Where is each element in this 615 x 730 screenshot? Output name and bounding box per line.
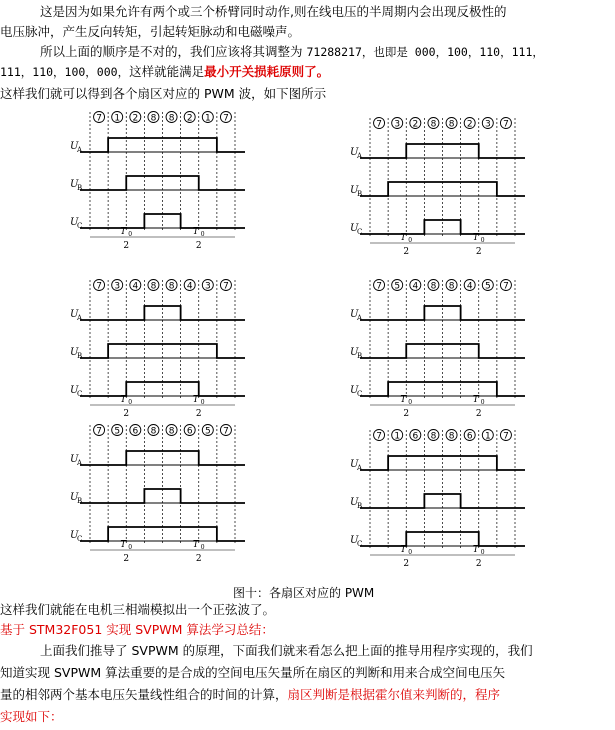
phase-label: U [70, 385, 79, 396]
phase-label-sub: A [77, 314, 83, 322]
t0-label: T [120, 227, 127, 237]
para5-line2: 知道实现 SVPWM 算法重要的是合成的空间电压矢量所在扇区的判断和用来合成空间电压矢 [0, 665, 506, 680]
t0-label: T [472, 233, 479, 243]
t0-sub: 0 [408, 549, 413, 556]
para1-line1: 这是因为如果允许有两个或三个桥臂同时动作,则在线电压的半周期内会出现反极性的 [40, 4, 507, 19]
phase-label-sub: C [77, 222, 83, 230]
pwm-panel-5 [70, 425, 245, 565]
sequence-number: 8 [168, 113, 175, 124]
t0-label: T [192, 227, 199, 237]
t0-half: 2 [403, 409, 410, 419]
t0-label: T [472, 545, 479, 555]
sequence-number: 1 [484, 431, 491, 442]
t0-sub: 0 [408, 237, 413, 244]
sequence-number: 3 [394, 119, 401, 130]
phase-label-sub: B [77, 352, 83, 360]
t0-sub: 0 [408, 399, 413, 406]
sequence-number: 4 [186, 281, 193, 292]
phase-label: U [70, 492, 79, 503]
sequence-number: 8 [150, 113, 157, 124]
sequence-number: 7 [96, 281, 102, 292]
phase-pulse [360, 494, 525, 508]
t0-sub: 0 [128, 544, 133, 551]
sequence-number: 8 [430, 119, 437, 130]
t0-half: 2 [123, 241, 130, 251]
para2-line2-text: 这样就能满足 [129, 64, 205, 79]
para5-line3 [0, 685, 500, 705]
para2-line1-text: 所以上面的顺序是不对的，我们应该将其调整为 [40, 44, 307, 59]
t0-half: 2 [475, 247, 482, 257]
t0-label: T [400, 395, 407, 405]
sequence-number: 2 [186, 113, 193, 124]
sequence-number: 5 [484, 281, 491, 292]
t0-half: 2 [475, 559, 482, 569]
para5-line4: 实现如下： [0, 709, 63, 724]
phase-label: U [70, 309, 79, 320]
sequence-number: 5 [204, 426, 211, 437]
phase-label-sub: A [77, 146, 83, 154]
sequence-number: 7 [223, 281, 229, 292]
t0-label: T [472, 395, 479, 405]
phase-pulse [360, 344, 525, 358]
phase-label: U [70, 530, 79, 541]
phase-label-sub: B [77, 497, 83, 505]
t0-label: T [400, 545, 407, 555]
phase-label: U [350, 535, 359, 546]
phase-label-sub: B [357, 190, 363, 198]
phase-label-sub: B [357, 352, 363, 360]
para3: 这样我们就可以得到各个扇区对应的 PWM 波，如下图所示 [0, 86, 327, 101]
phase-pulse [360, 182, 525, 196]
sequence-number: 7 [223, 426, 229, 437]
phase-label: U [70, 217, 79, 228]
pwm-panel-4 [350, 280, 525, 420]
sequence-number: 8 [448, 119, 455, 130]
sequence-number: 6 [186, 426, 193, 437]
sequence-number: 3 [114, 281, 121, 292]
phase-label: U [70, 347, 79, 358]
phase-label: U [70, 454, 79, 465]
phase-label-sub: C [357, 390, 363, 398]
sequence-number: 1 [394, 431, 401, 442]
sequence-number: 8 [430, 281, 437, 292]
sequence-number: 6 [132, 426, 139, 437]
sequence-number: 7 [503, 431, 509, 442]
phase-label: U [350, 309, 359, 320]
sequence-number: 7 [376, 119, 382, 130]
sequence-number: 3 [204, 281, 211, 292]
t0-half: 2 [123, 409, 130, 419]
sequence-number: 2 [412, 119, 419, 130]
phase-label: U [350, 385, 359, 396]
phase-label: U [350, 497, 359, 508]
phase-label: U [350, 459, 359, 470]
figure-caption: 图十：各扇区对应的 PWM [233, 586, 375, 600]
sequence-number: 7 [503, 119, 509, 130]
phase-label-sub: C [77, 390, 83, 398]
section-heading: 基于 STM32F051 实现 SVPWM 算法学习总结： [0, 622, 274, 637]
sequence-number: 2 [466, 119, 473, 130]
phase-label: U [350, 185, 359, 196]
phase-label-sub: A [357, 314, 363, 322]
phase-label: U [350, 223, 359, 234]
sequence-number: 1 [204, 113, 211, 124]
t0-sub: 0 [128, 231, 133, 238]
sequence-number: 7 [96, 113, 102, 124]
sequence-number: 8 [150, 426, 157, 437]
sequence-number: 4 [412, 281, 419, 292]
sequence-number: 5 [114, 426, 121, 437]
t0-label: T [120, 395, 127, 405]
para5-line1: 上面我们推导了 SVPWM 的原理，下面我们就来看怎么把上面的推导用程序实现的，我们 [40, 643, 533, 658]
phase-label-sub: A [357, 464, 363, 472]
emphasis-text: 最小开关损耗原则了。 [204, 64, 330, 79]
phase-label-sub: C [357, 540, 363, 548]
sequence-number: 7 [96, 426, 102, 437]
t0-label: T [120, 540, 127, 550]
phase-pulse [80, 489, 245, 503]
t0-half: 2 [475, 409, 482, 419]
t0-sub: 0 [200, 544, 205, 551]
t0-half: 2 [195, 409, 202, 419]
pwm-panel-1 [70, 112, 245, 252]
phase-label: U [70, 179, 79, 190]
sequence-number: 1 [114, 113, 121, 124]
sequence-number: 4 [132, 281, 139, 292]
pwm-panel-2 [350, 118, 525, 258]
sequence-number: 8 [168, 426, 175, 437]
phase-label-sub: A [77, 459, 83, 467]
sequence-number: 7 [376, 281, 382, 292]
para1-line2: 电压脉冲，产生反向转矩，引起转矩脉动和电磁噪声。 [0, 24, 301, 39]
phase-label-sub: B [357, 502, 363, 510]
t0-sub: 0 [480, 399, 485, 406]
para5-line3-text: 量的相邻两个基本电压矢量线性组合的时间的计算， [0, 687, 288, 702]
para2-line1-numbers: 71288217，也即是 000，100，110，111， [306, 45, 544, 59]
para2-line2-numbers: 111，110，100，000， [0, 65, 130, 79]
t0-half: 2 [195, 241, 202, 251]
sequence-number: 5 [394, 281, 401, 292]
phase-label: U [70, 141, 79, 152]
phase-pulse [80, 344, 245, 358]
sequence-number: 6 [466, 431, 473, 442]
sequence-number: 7 [503, 281, 509, 292]
t0-sub: 0 [480, 237, 485, 244]
phase-label-sub: C [77, 535, 83, 543]
sequence-number: 8 [448, 431, 455, 442]
sequence-number: 8 [430, 431, 437, 442]
t0-sub: 0 [128, 399, 133, 406]
phase-label-sub: B [77, 184, 83, 192]
t0-half: 2 [403, 247, 410, 257]
phase-pulse [80, 176, 245, 190]
t0-label: T [192, 540, 199, 550]
phase-label-sub: C [357, 228, 363, 236]
pwm-panel-3 [70, 280, 245, 420]
sequence-number: 8 [448, 281, 455, 292]
sequence-number: 6 [412, 431, 419, 442]
t0-label: T [192, 395, 199, 405]
para4: 这样我们就能在电机三相端模拟出一个正弦波了。 [0, 602, 276, 617]
phase-label: U [350, 347, 359, 358]
t0-sub: 0 [200, 399, 205, 406]
phase-label: U [350, 147, 359, 158]
phase-label-sub: A [357, 152, 363, 160]
sequence-number: 8 [168, 281, 175, 292]
sequence-number: 4 [466, 281, 473, 292]
t0-label: T [400, 233, 407, 243]
sequence-number: 2 [132, 113, 139, 124]
t0-sub: 0 [480, 549, 485, 556]
sequence-number: 7 [376, 431, 382, 442]
t0-half: 2 [403, 559, 410, 569]
sequence-number: 8 [150, 281, 157, 292]
sequence-number: 3 [484, 119, 491, 130]
para5-line3-red: 扇区判断是根据霍尔值来判断的，程序 [287, 687, 501, 702]
t0-half: 2 [195, 554, 202, 564]
t0-sub: 0 [200, 231, 205, 238]
t0-half: 2 [123, 554, 130, 564]
pwm-panel-6 [350, 430, 525, 570]
sequence-number: 7 [223, 113, 229, 124]
